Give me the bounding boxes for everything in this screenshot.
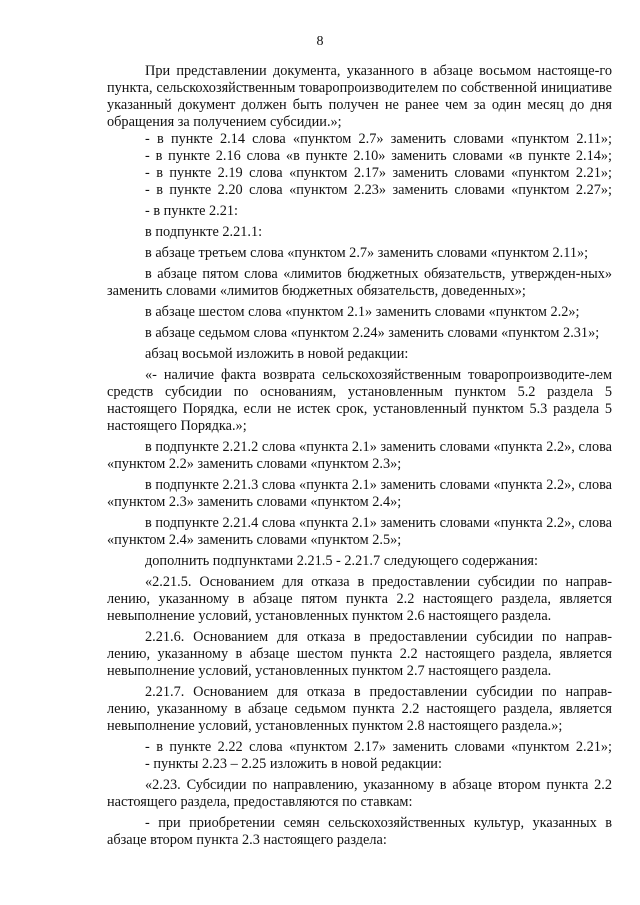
paragraph: - в пункте 2.19 слова «пунктом 2.17» заменить словами «пунктом 2.21»; (145, 165, 612, 181)
paragraph: - в пункте 2.20 слова «пунктом 2.23» заменить словами «пунктом 2.27»; (145, 182, 612, 198)
paragraph: в абзаце пятом слова «лимитов бюджетных обязательств, утвержден-ных» заменить словами «лимитов бюджетных обязательств, доведенных»; (107, 266, 612, 299)
paragraph: в абзаце третьем слова «пунктом 2.7» заменить словами «пунктом 2.11»; (145, 245, 589, 261)
paragraph: в абзаце шестом слова «пунктом 2.1» заменить словами «пунктом 2.2»; (145, 304, 580, 320)
paragraph: - в пункте 2.21: (145, 203, 239, 219)
paragraph: - в пункте 2.22 слова «пунктом 2.17» заменить словами «пунктом 2.21»; (145, 739, 612, 755)
paragraph: «2.23. Субсидии по направлению, указанному в абзаце втором пункта 2.2 настоящего раздела, предоставляются по ставкам: (107, 777, 612, 810)
paragraph: - в пункте 2.16 слова «в пункте 2.10» заменить словами «в пункте 2.14»; (145, 148, 612, 164)
paragraph: - в пункте 2.14 слова «пунктом 2.7» заменить словами «пунктом 2.11»; (145, 131, 612, 147)
paragraph: дополнить подпунктами 2.21.5 - 2.21.7 следующего содержания: (145, 553, 538, 569)
paragraph: При представлении документа, указанного в абзаце восьмом настояще-го пункта, сельскохозяйственным товаропроизводителем по собственной инициативе указанный документ должен быть получен не ранее чем за один месяц до дня обращения за получением субсидии.»; (107, 63, 612, 130)
document-body (107, 63, 612, 849)
paragraph: в абзаце седьмом слова «пунктом 2.24» заменить словами «пунктом 2.31»; (145, 325, 600, 341)
paragraph: - пункты 2.23 – 2.25 изложить в новой редакции: (145, 756, 442, 772)
paragraph: в подпункте 2.21.4 слова «пункта 2.1» заменить словами «пункта 2.2», слова «пунктом 2.4» заменить словами «пунктом 2.5»; (107, 515, 612, 548)
paragraph: абзац восьмой изложить в новой редакции: (145, 346, 409, 362)
paragraph: в подпункте 2.21.3 слова «пункта 2.1» заменить словами «пункта 2.2», слова «пунктом 2.3» заменить словами «пунктом 2.4»; (107, 477, 612, 510)
paragraph: 2.21.6. Основанием для отказа в предоставлении субсидии по направ-лению, указанному в абзаце шестом пункта 2.2 настоящего раздела, является невыполнение условий, установленных пунктом 2.7 настоящего раздела. (107, 629, 612, 679)
page-number: 8 (316, 34, 324, 49)
paragraph: в подпункте 2.21.1: (145, 224, 263, 240)
paragraph: - при приобретении семян сельскохозяйственных культур, указанных в абзаце втором пункта 2.3 настоящего раздела: (107, 815, 612, 848)
paragraph: «- наличие факта возврата сельскохозяйственным товаропроизводите-лем средств субсидии по основаниям, установленным пунктом 5.2 раздела 5 настоящего Порядка, если не истек срок, установленный пунктом 5.3 раздела 5 настоящего Порядка.»; (107, 367, 612, 434)
paragraph: 2.21.7. Основанием для отказа в предоставлении субсидии по направ-лению, указанному в абзаце седьмом пункта 2.2 настоящего раздела, является невыполнение условий, установленных пунктом 2.8 настоящего раздела.»; (107, 684, 612, 734)
paragraph: в подпункте 2.21.2 слова «пункта 2.1» заменить словами «пункта 2.2», слова «пунктом 2.2» заменить словами «пунктом 2.3»; (107, 439, 612, 472)
paragraph: «2.21.5. Основанием для отказа в предоставлении субсидии по направ-лению, указанному в абзаце пятом пункта 2.2 настоящего раздела, является невыполнение условий, установленных пунктом 2.6 настоящего раздела. (107, 574, 612, 624)
